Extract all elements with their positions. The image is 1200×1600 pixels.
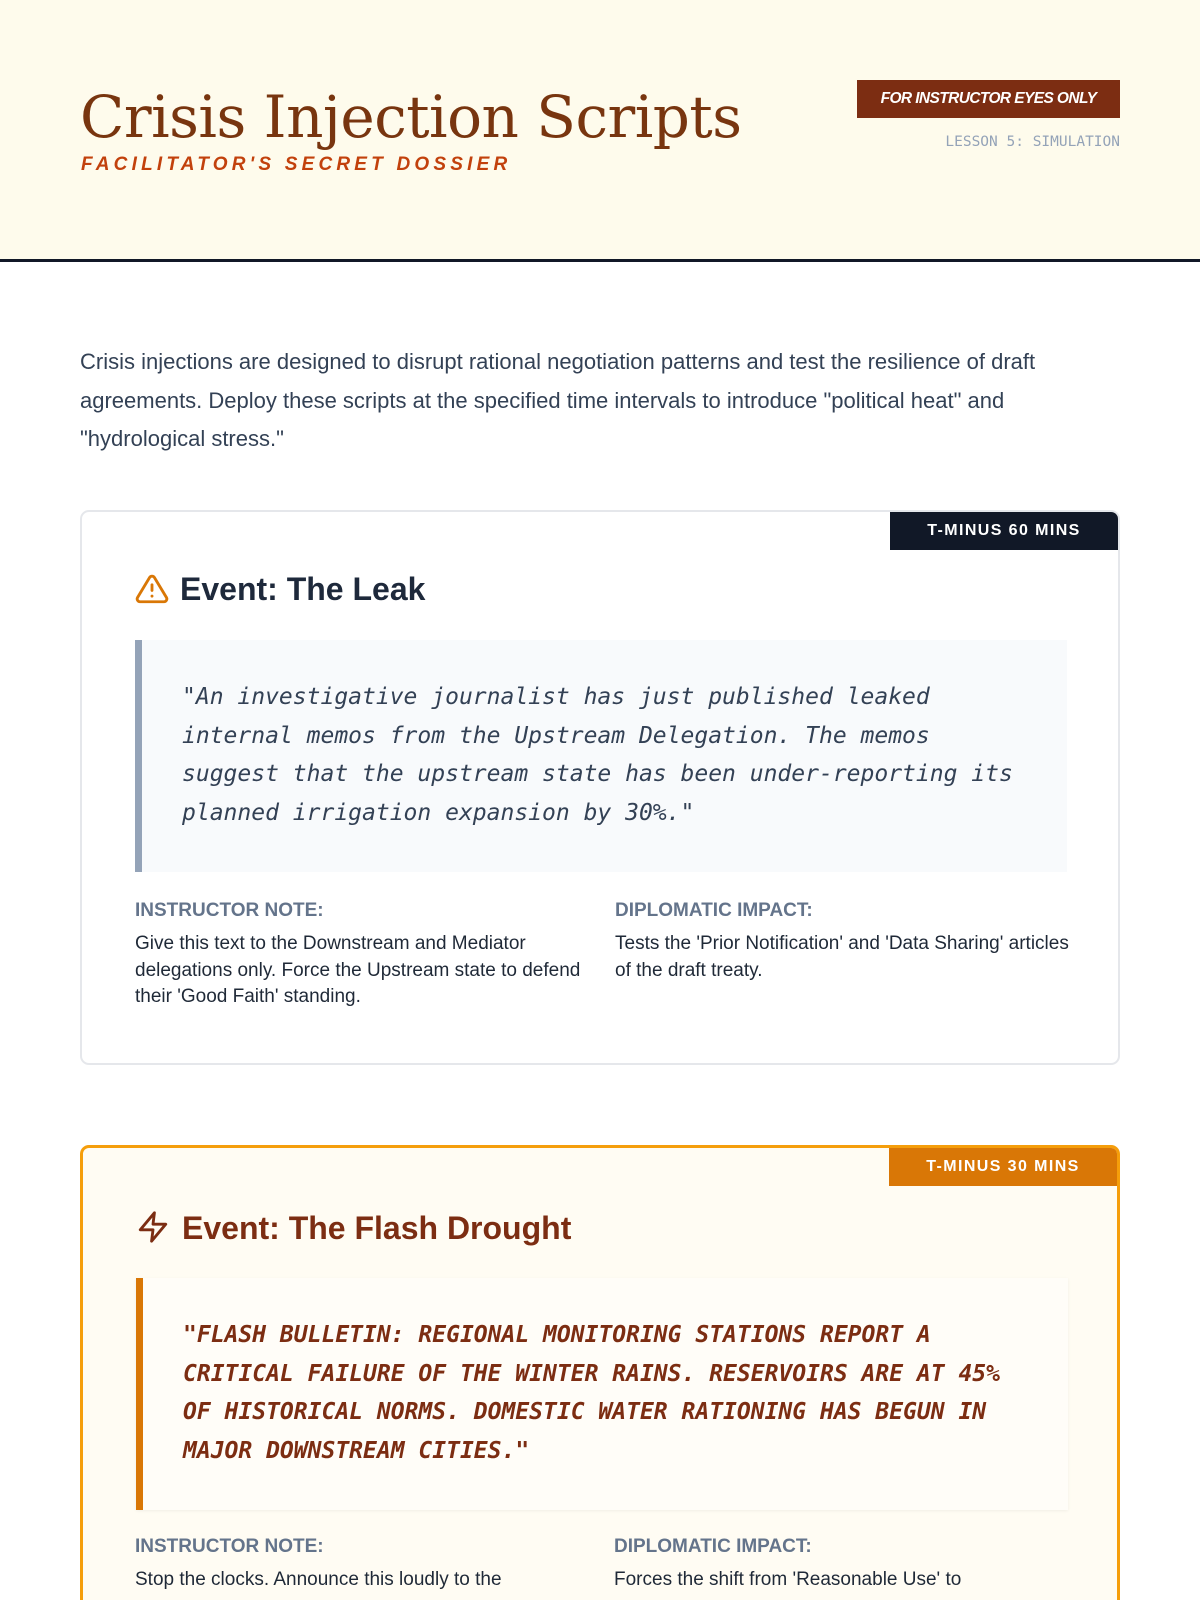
diplomatic-impact-text: Forces the shift from 'Reasonable Use' to xyxy=(614,1569,962,1590)
event-script-quote: "An investigative journalist has just published leaked internal memos from the Upstream Delegation. The memos suggest that the upstream state has been under-reporting its planned irrigation expansion by 30%." xyxy=(135,640,1067,872)
event-script-quote: "FLASH BULLETIN: REGIONAL MONITORING STATIONS REPORT A CRITICAL FAILURE OF THE WINTER RAINS. RESERVOIRS ARE AT 45% OF HISTORICAL NORMS. DOMESTIC WATER RATIONING HAS BEGUN IN MAJOR DOWNSTREAM CITIES." xyxy=(136,1278,1068,1510)
warning-icon xyxy=(135,572,169,606)
diplomatic-impact-label: DIPLOMATIC IMPACT: xyxy=(614,1536,812,1557)
instructor-note-label: INSTRUCTOR NOTE: xyxy=(135,1536,324,1557)
event-card-leak xyxy=(80,510,1120,1065)
lesson-label: LESSON 5: SIMULATION xyxy=(945,134,1120,150)
instructor-note-label: INSTRUCTOR NOTE: xyxy=(135,900,324,921)
event-title: Event: The Flash Drought xyxy=(182,1210,572,1246)
event-title: Event: The Leak xyxy=(180,571,426,607)
dossier-header xyxy=(0,0,1200,262)
event-card-flash-drought xyxy=(80,1145,1120,1600)
instructor-note-text: Stop the clocks. Announce this loudly to the xyxy=(135,1569,502,1590)
timing-badge: T-MINUS 60 MINS xyxy=(890,512,1118,550)
timing-badge: T-MINUS 30 MINS xyxy=(889,1148,1117,1186)
page-subtitle: FACILITATOR'S SECRET DOSSIER xyxy=(81,154,512,175)
instructor-note-text: Give this text to the Downstream and Mediator delegations only. Force the Upstream state to defend their 'Good Faith' standing. xyxy=(135,933,581,1007)
diplomatic-impact-text: Tests the 'Prior Notification' and 'Data Sharing' articles of the draft treaty. xyxy=(615,933,1069,981)
page-title: Crisis Injection Scripts xyxy=(80,83,742,151)
intro-paragraph: Crisis injections are designed to disrupt rational negotiation patterns and test the resilience of draft agreements. Deploy these scripts at the specified time intervals to introduce "political heat" and "hydrological stress." xyxy=(80,349,1036,451)
diplomatic-impact-label: DIPLOMATIC IMPACT: xyxy=(615,900,813,921)
instructor-only-badge: FOR INSTRUCTOR EYES ONLY xyxy=(857,80,1120,118)
lightning-icon xyxy=(136,1210,170,1244)
